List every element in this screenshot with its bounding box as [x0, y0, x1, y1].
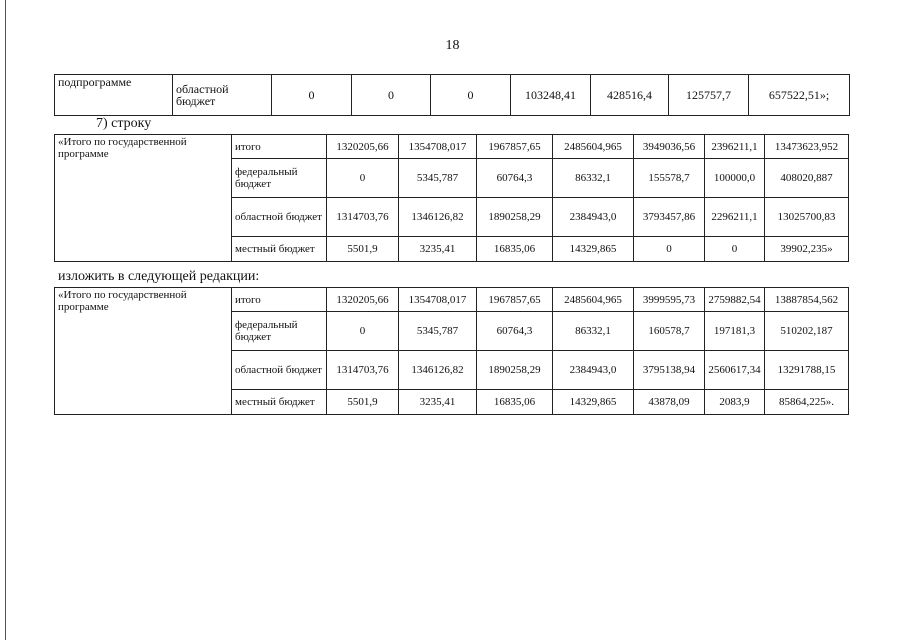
row-label: областной бюджет [232, 351, 327, 390]
value-cell: 14329,865 [553, 237, 634, 262]
value-cell: 13025700,83 [765, 198, 849, 237]
row-label: местный бюджет [232, 390, 327, 415]
value-cell: 3793457,86 [634, 198, 705, 237]
value-cell: 2384943,0 [553, 198, 634, 237]
program-name-cell: «Итого по государственной программе [55, 288, 232, 415]
value-cell: 2384943,0 [553, 351, 634, 390]
top-table [54, 74, 850, 116]
value-cell: 0 [634, 237, 705, 262]
value-cell: 1890258,29 [477, 198, 553, 237]
table-row [55, 288, 849, 312]
value-cell: 13887854,562 [765, 288, 849, 312]
value-cell: 5501,9 [327, 237, 399, 262]
value-cell: 657522,51»; [749, 75, 850, 116]
new-total-table [54, 287, 849, 415]
table-row [55, 75, 850, 116]
value-cell: 60764,3 [477, 159, 553, 198]
value-cell: 160578,7 [634, 312, 705, 351]
value-cell: 5345,787 [399, 312, 477, 351]
value-cell: 2485604,965 [553, 288, 634, 312]
value-cell: 197181,3 [705, 312, 765, 351]
value-cell: 2083,9 [705, 390, 765, 415]
row-label: итого [232, 135, 327, 159]
value-cell: 103248,41 [511, 75, 591, 116]
value-cell: 1320205,66 [327, 288, 399, 312]
value-cell: 1890258,29 [477, 351, 553, 390]
value-cell: 0 [431, 75, 511, 116]
value-cell: 3235,41 [399, 390, 477, 415]
budget-source-cell: областной бюджет [173, 75, 272, 116]
value-cell: 1314703,76 [327, 351, 399, 390]
value-cell: 1346126,82 [399, 351, 477, 390]
value-cell: 5501,9 [327, 390, 399, 415]
value-cell: 39902,235» [765, 237, 849, 262]
value-cell: 1346126,82 [399, 198, 477, 237]
value-cell: 13473623,952 [765, 135, 849, 159]
value-cell: 1354708,017 [399, 288, 477, 312]
value-cell: 2560617,34 [705, 351, 765, 390]
heading-izlozhit: изложить в следующей редакции: [58, 269, 260, 284]
value-cell: 0 [272, 75, 352, 116]
value-cell: 5345,787 [399, 159, 477, 198]
value-cell: 1314703,76 [327, 198, 399, 237]
value-cell: 2396211,1 [705, 135, 765, 159]
program-name-cell: «Итого по государственной программе [55, 135, 232, 262]
value-cell: 1967857,65 [477, 135, 553, 159]
value-cell: 1354708,017 [399, 135, 477, 159]
value-cell: 3795138,94 [634, 351, 705, 390]
value-cell: 60764,3 [477, 312, 553, 351]
value-cell: 13291788,15 [765, 351, 849, 390]
row-label: областной бюджет [232, 198, 327, 237]
value-cell: 1967857,65 [477, 288, 553, 312]
row-label: федеральный бюджет [232, 159, 327, 198]
value-cell: 0 [327, 159, 399, 198]
value-cell: 2296211,1 [705, 198, 765, 237]
value-cell: 14329,865 [553, 390, 634, 415]
value-cell: 3949036,56 [634, 135, 705, 159]
value-cell: 0 [352, 75, 431, 116]
value-cell: 0 [705, 237, 765, 262]
value-cell: 100000,0 [705, 159, 765, 198]
value-cell: 3999595,73 [634, 288, 705, 312]
program-cell: подпрограмме [55, 75, 173, 116]
value-cell: 155578,7 [634, 159, 705, 198]
value-cell: 16835,06 [477, 390, 553, 415]
value-cell: 86332,1 [553, 159, 634, 198]
page-number: 18 [445, 38, 460, 53]
value-cell: 16835,06 [477, 237, 553, 262]
value-cell: 428516,4 [591, 75, 669, 116]
value-cell: 408020,887 [765, 159, 849, 198]
row-label: итого [232, 288, 327, 312]
old-total-table [54, 134, 849, 262]
value-cell: 85864,225». [765, 390, 849, 415]
page-left-border [5, 0, 6, 640]
value-cell: 1320205,66 [327, 135, 399, 159]
value-cell: 510202,187 [765, 312, 849, 351]
value-cell: 2759882,54 [705, 288, 765, 312]
value-cell: 43878,09 [634, 390, 705, 415]
value-cell: 3235,41 [399, 237, 477, 262]
value-cell: 0 [327, 312, 399, 351]
row-label: федеральный бюджет [232, 312, 327, 351]
heading-stroku: 7) строку [96, 116, 152, 131]
value-cell: 2485604,965 [553, 135, 634, 159]
value-cell: 125757,7 [669, 75, 749, 116]
row-label: местный бюджет [232, 237, 327, 262]
table-row [55, 135, 849, 159]
value-cell: 86332,1 [553, 312, 634, 351]
